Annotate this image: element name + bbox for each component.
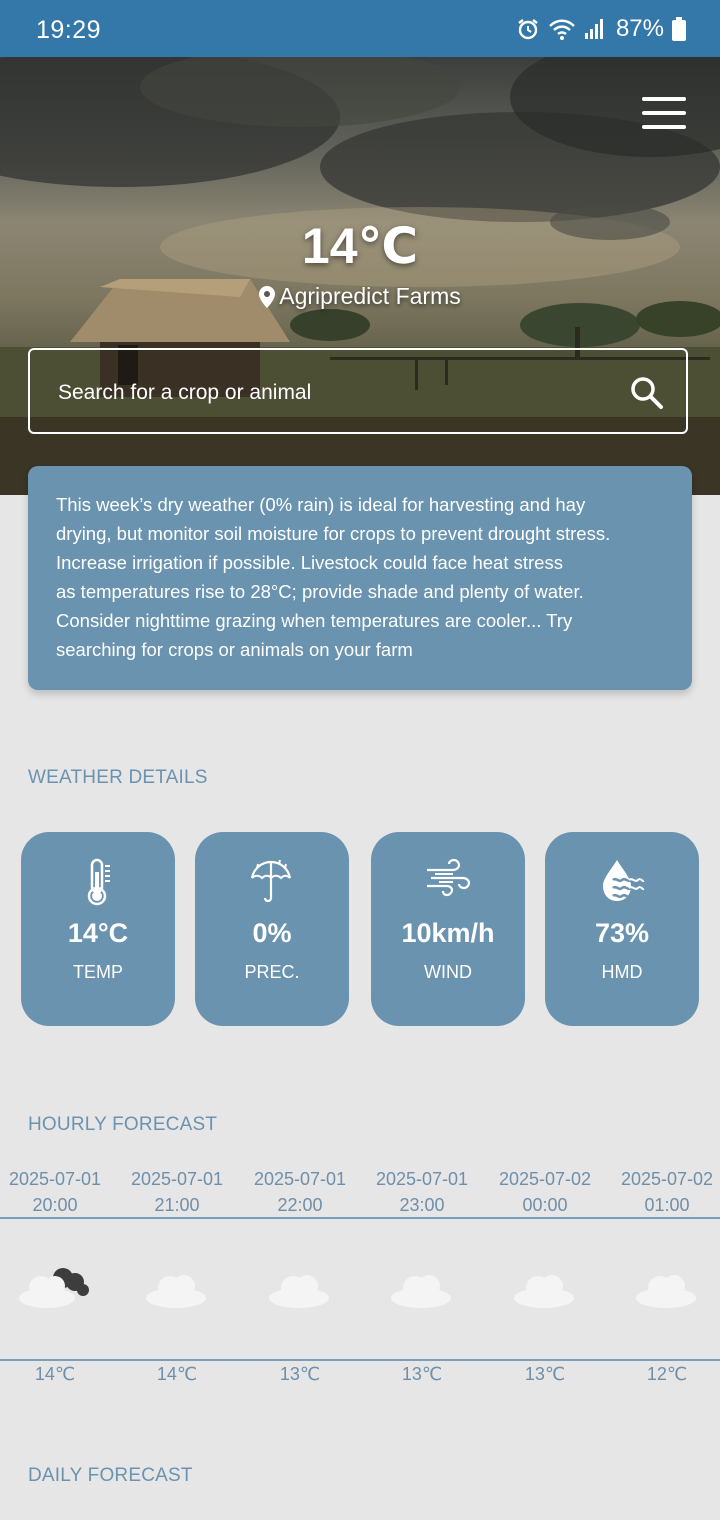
hourly-time-item bbox=[0, 1166, 117, 1218]
hour-date: 2025-07-01 bbox=[253, 1169, 347, 1189]
precipitation-value: 0% bbox=[252, 918, 292, 948]
search-icon[interactable] bbox=[630, 376, 664, 415]
hour-time: 20:00 bbox=[32, 1195, 78, 1215]
hourly-time-item bbox=[605, 1166, 720, 1218]
status-time: 19:29 bbox=[36, 16, 102, 44]
detail-card-precipitation bbox=[195, 832, 349, 1026]
menu-button[interactable] bbox=[640, 95, 688, 131]
current-temperature: 14℃ bbox=[301, 218, 419, 274]
battery-icon bbox=[672, 17, 686, 41]
partly-cloudy-night-icon bbox=[0, 1262, 117, 1322]
cloud-icon bbox=[115, 1262, 239, 1322]
hour-temperature: 14℃ bbox=[156, 1364, 198, 1384]
hour-date: 2025-07-01 bbox=[375, 1169, 469, 1189]
signal-icon bbox=[584, 18, 606, 40]
search-input[interactable] bbox=[56, 374, 620, 412]
hour-time: 22:00 bbox=[277, 1195, 323, 1215]
search-box[interactable] bbox=[28, 348, 688, 434]
hourly-forecast-title: HOURLY FORECAST bbox=[28, 1114, 218, 1135]
hour-time: 01:00 bbox=[644, 1195, 690, 1215]
hourly-time-item bbox=[115, 1166, 239, 1218]
hourly-time-item bbox=[483, 1166, 607, 1218]
cloud-icon bbox=[238, 1262, 362, 1322]
temp-label: TEMP bbox=[72, 962, 123, 982]
hour-temperature: 13℃ bbox=[279, 1364, 321, 1384]
detail-card-wind bbox=[371, 832, 525, 1026]
wind-label: WIND bbox=[424, 962, 472, 982]
cloud-icon bbox=[483, 1262, 607, 1322]
hourly-divider-bottom bbox=[0, 1359, 720, 1361]
temp-value: 14°C bbox=[67, 918, 129, 948]
location-label bbox=[0, 283, 720, 310]
detail-card-temp bbox=[21, 832, 175, 1026]
status-bar bbox=[0, 0, 720, 57]
hour-time: 21:00 bbox=[154, 1195, 200, 1215]
hourly-time-item bbox=[238, 1166, 362, 1218]
advice-card bbox=[28, 466, 692, 690]
hero-banner bbox=[0, 57, 720, 495]
daily-forecast-title: DAILY FORECAST bbox=[28, 1465, 193, 1486]
battery-percent: 87% bbox=[615, 15, 664, 42]
humidity-label: HMD bbox=[601, 962, 643, 982]
hourly-divider-top bbox=[0, 1217, 720, 1219]
thermometer-icon bbox=[21, 858, 175, 908]
cloud-icon bbox=[605, 1262, 720, 1322]
hour-time: 00:00 bbox=[522, 1195, 568, 1215]
alarm-icon bbox=[516, 17, 540, 41]
hour-date: 2025-07-01 bbox=[130, 1169, 224, 1189]
hour-temperature: 13℃ bbox=[524, 1364, 566, 1384]
hour-temperature: 12℃ bbox=[646, 1364, 688, 1384]
location-name: Agripredict Farms bbox=[279, 283, 461, 309]
cloud-icon bbox=[360, 1262, 484, 1322]
wind-value: 10km/h bbox=[401, 918, 495, 948]
hour-date: 2025-07-02 bbox=[620, 1169, 714, 1189]
location-pin-icon bbox=[259, 286, 275, 308]
hour-temperature: 13℃ bbox=[401, 1364, 443, 1384]
humidity-icon bbox=[545, 858, 699, 908]
precipitation-label: PREC. bbox=[244, 962, 300, 982]
hour-date: 2025-07-01 bbox=[8, 1169, 102, 1189]
umbrella-rain-icon bbox=[195, 858, 349, 908]
advice-text: This week’s dry weather (0% rain) is ideal for harvesting and hay drying, but monitor soil moisture for crops to prevent drought stress. Increase irrigation if possible. Livestock could face heat stress as temperatures rise to 28°C; provide shade and plenty of water. Consider nighttime grazing when temperatures are cooler... Try searching for crops or animals on your farm bbox=[56, 494, 611, 660]
humidity-value: 73% bbox=[594, 918, 650, 948]
hour-date: 2025-07-02 bbox=[498, 1169, 592, 1189]
hour-time: 23:00 bbox=[399, 1195, 445, 1215]
detail-card-humidity bbox=[545, 832, 699, 1026]
status-icons bbox=[516, 14, 686, 44]
wind-icon bbox=[371, 858, 525, 908]
hour-temperature: 14℃ bbox=[34, 1364, 76, 1384]
wifi-icon bbox=[548, 17, 576, 41]
hourly-time-item bbox=[360, 1166, 484, 1218]
weather-details-title: WEATHER DETAILS bbox=[28, 767, 208, 788]
